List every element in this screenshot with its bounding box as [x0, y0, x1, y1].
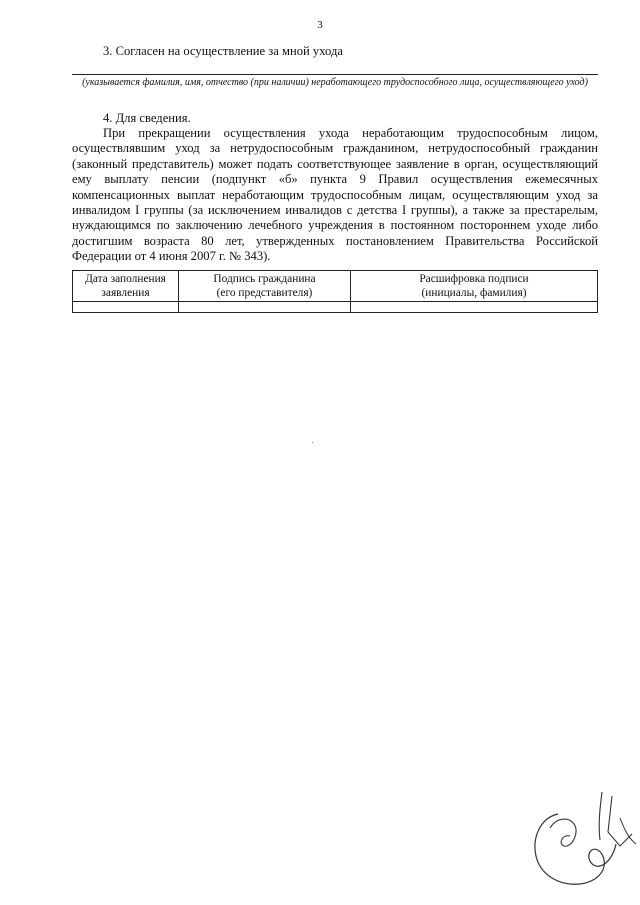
caregiver-name-line — [72, 74, 598, 75]
header-signature: Подпись гражданина (его представителя) — [179, 271, 351, 302]
signature-cell[interactable] — [179, 302, 351, 313]
signature-decoding-cell[interactable] — [351, 302, 598, 313]
item-4-paragraph: При прекращении осуществления ухода неработающим трудоспособным лицом, осуществлявшим уход за нетрудоспособным гражданином, нетрудоспособный гражданин (законный представитель) может подать соответствующее заявление в орган, осуществляющий ему выплату пенсии (подпункт «б» пункта 9 Правил осуществления ежемесячных компенсационных выплат неработающим трудоспособным лицам, осуществляющим уход за инвалидом I группы (за исключением инвалидов с детства I группы), а также за престарелым, нуждающимся по заключению лечебного учреждения в постоянном постороннем уходе либо достигшим возраста 80 лет, утвержденных постановлением Правительства Российской Федерации от 4 июня 2007 г. № 343). — [72, 126, 598, 264]
signature-table-header-row — [73, 271, 598, 302]
header-date: Дата заполнения заявления — [73, 271, 179, 302]
header-signature-decoding: Расшифровка подписи (инициалы, фамилия) — [351, 271, 598, 302]
item-4-title: 4. Для сведения. — [103, 111, 191, 125]
caregiver-name-hint: (указывается фамилия, имя, отчество (при наличии) неработающего трудоспособного лица, осуществляющего уход) — [82, 77, 588, 88]
signature-table — [72, 270, 598, 313]
handwritten-signature-icon — [528, 788, 640, 894]
item-3-consent-text: 3. Согласен на осуществление за мной ухода — [103, 44, 343, 58]
date-cell[interactable] — [73, 302, 179, 313]
page-number: 3 — [317, 19, 323, 31]
signature-table-blank-row — [73, 302, 598, 313]
scan-speck — [312, 442, 313, 443]
